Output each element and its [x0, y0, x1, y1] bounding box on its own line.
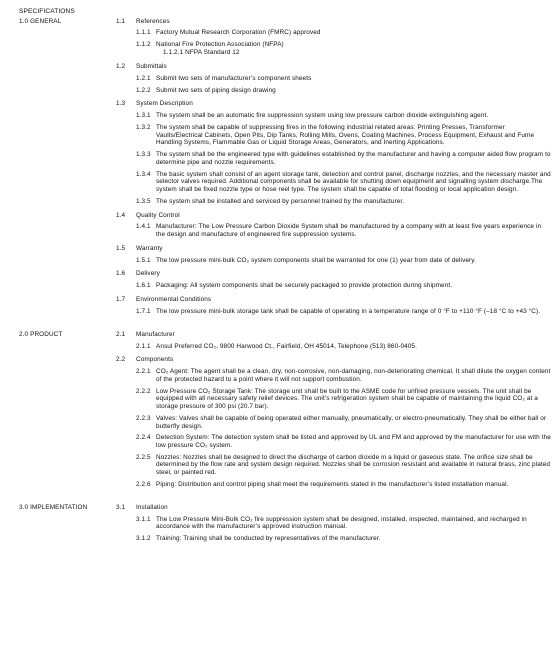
item-number: 1.3.1 — [136, 112, 151, 120]
section-number: 3.0 — [19, 503, 29, 511]
item-number: 1.3.4 — [136, 170, 151, 178]
item-text: Piping: Distribution and control piping shall meet the requirements stated in the manufacturer’s listed installation manual. — [156, 480, 509, 488]
item-text: Detection System: The detection system shall be listed and approved by UL and FM and approved by the manufacturer for use with the low pressure CO₂ system. — [156, 434, 551, 449]
item-text: Training: Training shall be conducted by representatives of the manufacturer. — [156, 535, 381, 543]
subsection-title: References — [136, 17, 170, 25]
spec-item — [19, 434, 551, 449]
subsection-number: 1.6 — [116, 270, 126, 278]
subsection-heading — [19, 212, 547, 220]
subsection-heading — [19, 270, 547, 278]
item-number: 2.2.4 — [136, 434, 151, 442]
spec-item — [19, 516, 547, 531]
item-text: The system shall be an automatic fire suppression system using low pressure carbon dioxide extinguishing agent. — [156, 112, 489, 120]
spec-item — [19, 198, 547, 206]
spec-item — [19, 343, 547, 351]
item-number: 1.1.1 — [136, 29, 151, 37]
spec-item — [19, 41, 547, 56]
item-text: The low pressure mini-bulk CO₂ system components shall be warranted for one (1) year from date of delivery. — [156, 256, 476, 264]
subsection-title: System Description — [136, 100, 193, 108]
spec-item — [19, 415, 547, 430]
subsection-title: Submittals — [136, 62, 167, 70]
item-text: The Low Pressure Mini-Bulk CO₂ fire suppression system shall be designed, installed, inspected, maintained, and recharged in accordance with the manufacturer’s approved instruction manual. — [156, 515, 527, 531]
subsection-title: Delivery — [136, 270, 160, 278]
spec-item — [19, 29, 547, 37]
subsection-number: 1.4 — [116, 211, 126, 219]
item-number: 2.2.2 — [136, 387, 151, 395]
subsection-heading — [19, 504, 547, 512]
spec-item — [19, 282, 547, 290]
item-number: 1.7.1 — [136, 308, 151, 316]
subsection-title: Components — [136, 356, 174, 364]
subsection-title: Environmental Conditions — [136, 296, 212, 304]
spec-item — [19, 368, 551, 383]
item-number: 1.1.2 — [136, 41, 151, 49]
item-subitem: 1.1.2.1 NFPA Standard 12 — [163, 48, 240, 56]
item-text: Low Pressure CO₂ Storage Tank: The storage unit shall be built to the ASME code for unfired pressure vessels. The unit shall be equipped with all necessary safety relief devices. The unit’s refrigeration system shall be capable of maintaining the liquid CO₂ at a storage pressure of 300 psi (20.7 bar). — [156, 387, 538, 411]
item-text: Manufacturer: The Low Pressure Carbon Dioxide System shall be manufactured by a company with at least five years experience in the design and manufacture of engineered fire suppression systems. — [156, 223, 542, 238]
item-text: National Fire Protection Association (NFPA) — [156, 41, 284, 49]
item-number: 1.2.2 — [136, 86, 151, 94]
section-2-0 — [19, 330, 551, 495]
item-text: Nozzles: Nozzles shall be designed to direct the discharge of carbon dioxide in a liquid or gaseous state. The orifice size shall be determined by the flow rate and system design required. Nozzles shall be corrosion resistant and available in natural brass, zinc plated steel, or painted red. — [156, 453, 551, 477]
item-number: 1.3.2 — [136, 124, 151, 132]
spec-item — [19, 151, 551, 166]
item-text: The basic system shall consist of an agent storage tank, detection and control panel, discharge nozzles, and the necessary master and selector valves required. Additional components shall be available for shutting down equipment and signalling system discharge.The system shall be fixed nozzle type or hose reel type. The system shall be capable of total flooding or local application design. — [156, 170, 551, 193]
subsection-number: 1.7 — [116, 296, 126, 304]
subsection-title: Warranty — [136, 244, 163, 252]
item-text: Factory Mutual Research Corporation (FMRC) approved — [156, 29, 321, 37]
item-text: The system shall be capable of suppressing fires in the following industrial related areas: Printing Presses, Transformer Vaults/Electrical Cabinets, Open Pits, Dip Tanks, Rolling Mills, Ovens, Coating Machines, Process Equipment, Exhaust and Fume Handling Systems, Flammable Gas or Liquid Storage Areas, Generators, and Inerting Applications. — [156, 124, 535, 147]
spec-item — [19, 87, 547, 95]
spec-item — [19, 112, 547, 120]
subsection-heading — [19, 331, 547, 339]
item-text: The low pressure mini-bulk storage tank shall be capable of operating in a temperature range of 0 °F to +110 °F (–18 °C to +43 °C). — [156, 308, 541, 316]
item-number: 1.6.1 — [136, 282, 151, 290]
spec-item — [19, 308, 547, 316]
item-text: CO₂ Agent: The agent shall be a clean, dry, non-corrosive, non-damaging, non-deteriorating chemical. It shall dilute the oxygen content of the protected hazard to a point where it will not support combustion. — [156, 368, 551, 383]
subsection-title: Quality Control — [136, 211, 180, 219]
item-number: 2.2.5 — [136, 453, 151, 461]
section-number: 1.0 — [19, 17, 29, 25]
subsection-number: 3.1 — [116, 503, 126, 511]
subsection-heading — [19, 100, 547, 108]
item-number: 1.3.5 — [136, 197, 151, 205]
section-3-0 — [19, 504, 547, 549]
item-text: The system shall be installed and serviced by personnel trained by the manufacturer. — [156, 197, 405, 205]
subsection-number: 1.1 — [116, 17, 126, 25]
item-number: 2.1.1 — [136, 342, 151, 350]
spec-item — [19, 170, 551, 194]
subsection-heading — [19, 18, 547, 26]
subsection-title: Manufacturer — [136, 330, 175, 338]
item-number: 1.5.1 — [136, 256, 151, 264]
subsection-number: 1.3 — [116, 100, 126, 108]
subsection-heading — [19, 63, 547, 71]
spec-item — [19, 388, 547, 411]
section-label: GENERAL — [30, 17, 62, 25]
item-text: Submit two sets of manufacturer’s component sheets — [156, 74, 312, 82]
spec-item — [19, 124, 547, 147]
subsection-number: 2.1 — [116, 330, 126, 338]
item-number: 2.2.3 — [136, 414, 151, 422]
item-number: 1.2.1 — [136, 74, 151, 82]
sections-container — [19, 17, 551, 549]
item-number: 1.3.3 — [136, 151, 151, 159]
spec-item — [19, 75, 547, 83]
subsection-heading — [19, 245, 547, 253]
section-label: PRODUCT — [30, 330, 63, 338]
spec-item — [19, 453, 551, 477]
section-number: 2.0 — [19, 330, 29, 338]
section-1-0 — [19, 17, 551, 322]
subsection-heading — [19, 356, 547, 364]
subsection-number: 1.5 — [116, 244, 126, 252]
item-number: 2.2.6 — [136, 480, 151, 488]
spec-item — [19, 223, 547, 238]
item-text: Ansul Preferred CO₂, 9800 Harwood Ct., Fairfield, OH 45014, Telephone (513) 860-0405. — [156, 342, 417, 350]
item-text: Valves: Valves shall be capable of being operated either manually, pneumatically, or electro-pneumatically. They shall be either ball or butterfly design. — [156, 414, 547, 430]
doc-title: SPECIFICATIONS — [19, 8, 75, 15]
section-label: IMPLEMENTATION — [30, 503, 88, 511]
subsection-number: 1.2 — [116, 62, 126, 70]
subsection-heading — [19, 296, 547, 304]
subsection-title: Installation — [136, 503, 168, 511]
item-number: 2.2.1 — [136, 368, 151, 376]
subsection-number: 2.2 — [116, 356, 126, 364]
item-number: 1.4.1 — [136, 223, 151, 231]
item-text: Packaging: All system components shall be securely packaged to provide protection during shipment. — [156, 282, 453, 290]
spec-item — [19, 481, 547, 489]
item-text: Submit two sets of piping design drawing — [156, 86, 276, 94]
spec-item — [19, 257, 547, 265]
spec-item — [19, 535, 547, 543]
item-number: 3.1.1 — [136, 515, 151, 523]
item-number: 3.1.2 — [136, 535, 151, 543]
item-text: The system shall be the engineered type with guidelines established by the manufacturer and having a computer aided flow program to determine pipe and nozzle requirements. — [156, 151, 551, 166]
